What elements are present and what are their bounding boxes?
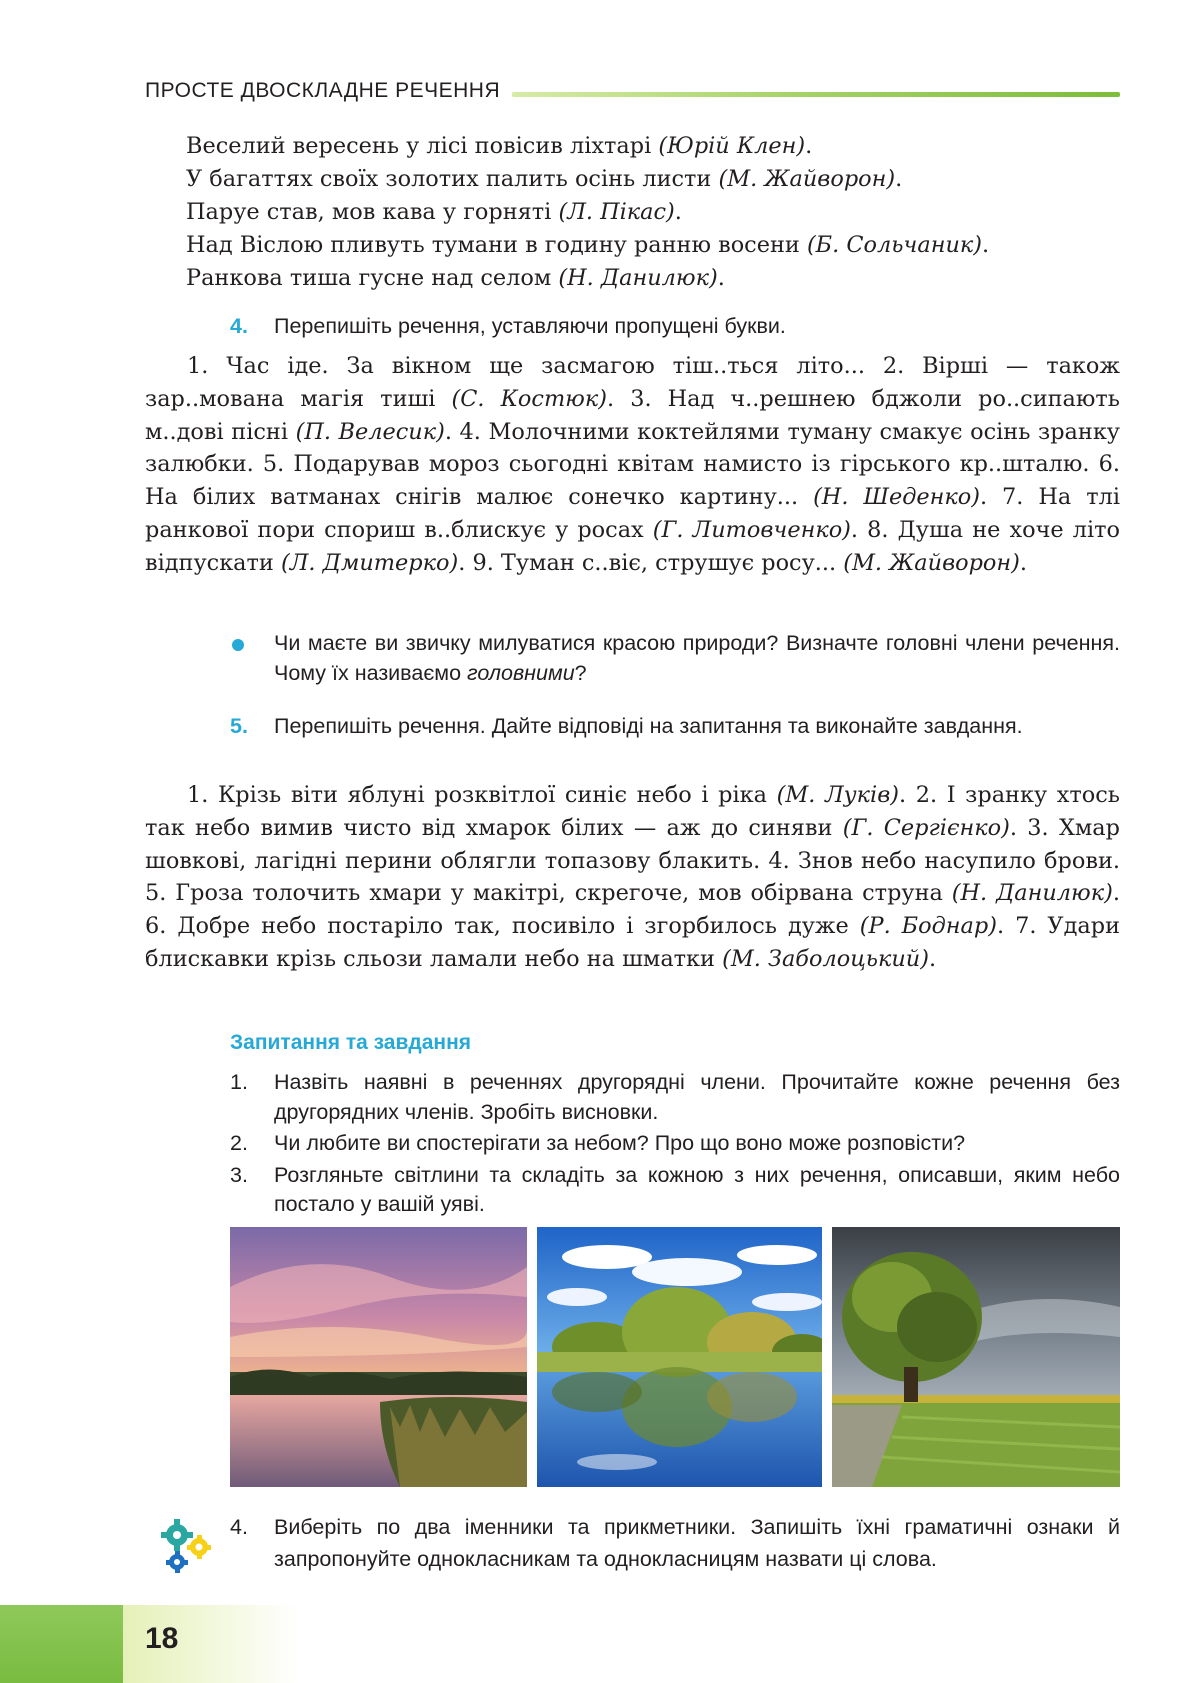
poem-line: Веселий вересень у лісі повісив ліхтарі (Юрій Клен).: [186, 133, 813, 159]
blue-sky-lake-photo: [537, 1227, 822, 1487]
task-instruction: Перепишіть речення, уставляючи пропущені букви.: [274, 314, 786, 338]
poem-line: Над Віслою пливуть тумани в годину ранню восени (Б. Сольчаник).: [186, 232, 990, 258]
task-instruction: Перепишіть речення. Дайте відповіді на запитання та виконайте завдання.: [274, 714, 1023, 738]
task-number: 4.: [230, 314, 248, 338]
sunset-river-photo: [230, 1227, 527, 1487]
task-4: [230, 311, 1120, 341]
task-5: [230, 711, 1120, 741]
task-number: 5.: [230, 714, 248, 738]
chapter-title: ПРОСТЕ ДВОСКЛАДНЕ РЕЧЕННЯ: [145, 79, 501, 102]
question-item: 1. Назвіть наявні в реченнях другорядні члени. Прочитайте кожне речення без другорядних членів. Зробіть висновки.: [230, 1070, 1120, 1124]
bullet-question: Чи маєте ви звичку милуватися красою природи? Визначте головні члени речення. Чому їх називаємо головними?: [274, 631, 1120, 685]
question-item: 3. Розгляньте світлини та складіть за кожною з них речення, описавши, яким небо постало у вашій уяві.: [230, 1162, 1120, 1216]
questions-list: [230, 1068, 1120, 1222]
exercise-text-1: 1. Час іде. За вікном ще засмагою тіш..ться літо... 2. Вірші — також зар..мована магія тиші (С. Костюк). 3. Над ч..решнею бджоли ро..сипають м..дові пісні (П. Велесик). 4. Молочними коктейлями туману смакує осінь зранку залюбки. 5. Подарував мороз сьогодні квітам намисто із гірського кр..шталю. 6. На білих ватманах снігів малює сонечко картину... (Н. Шеденко). 7. На тлі ранкової пори спориш в..блискує у росах (Г. Литовченко). 8. Душа не хоче літо відпускати (Л. Дмитерко). 9. Туман с..віє, струшує росу... (М. Жайворон).: [145, 353, 1120, 576]
poem-block: [186, 130, 1120, 295]
running-header: [145, 76, 1120, 106]
gears-icon: [157, 1517, 215, 1575]
section-title: Запитання та завдання: [230, 1031, 472, 1054]
poem-line: У багаттях своїх золотих палить осінь листи (М. Жайворон).: [186, 166, 903, 192]
exercise-text-2: 1. Крізь віти яблуні розквітлої синіє небо і ріка (М. Луків). 2. І зранку хтось так небо вимив чисто від хмарок білих — аж до синяви (Г. Сергієнко). 3. Хмар шовкові, лагідні перини облягли топазову блакить. 4. Знов небо насупило брови. 5. Гроза толочить хмари у макітрі, скрегоче, мов обірвана струна (Н. Данилюк). 6. Добре небо постаріло так, посивіло і згорбилось дуже (Р. Боднар). 7. Удари блискавки крізь сльози ламали небо на шматки (М. Заболоцький).: [145, 782, 1121, 972]
footer-accent: [0, 1605, 123, 1683]
poem-line: Ранкова тиша гусне над селом (Н. Данилюк).: [186, 265, 725, 291]
question-item: 2. Чи любите ви спостерігати за небом? Про що воно може розповісти?: [230, 1131, 966, 1155]
header-rule: [512, 92, 1120, 97]
storm-tree-field-photo: [832, 1227, 1120, 1487]
poem-line: Паруе став, мов кава у горняті (Л. Пікас).: [186, 199, 682, 225]
page-number: 18: [145, 1622, 179, 1655]
task-4-creative: 4. Виберіть по два іменники та прикметники. Запишіть їхні граматичні ознаки й запропонуйте однокласникам та однокласницям назвати ці слова.: [230, 1515, 1120, 1571]
